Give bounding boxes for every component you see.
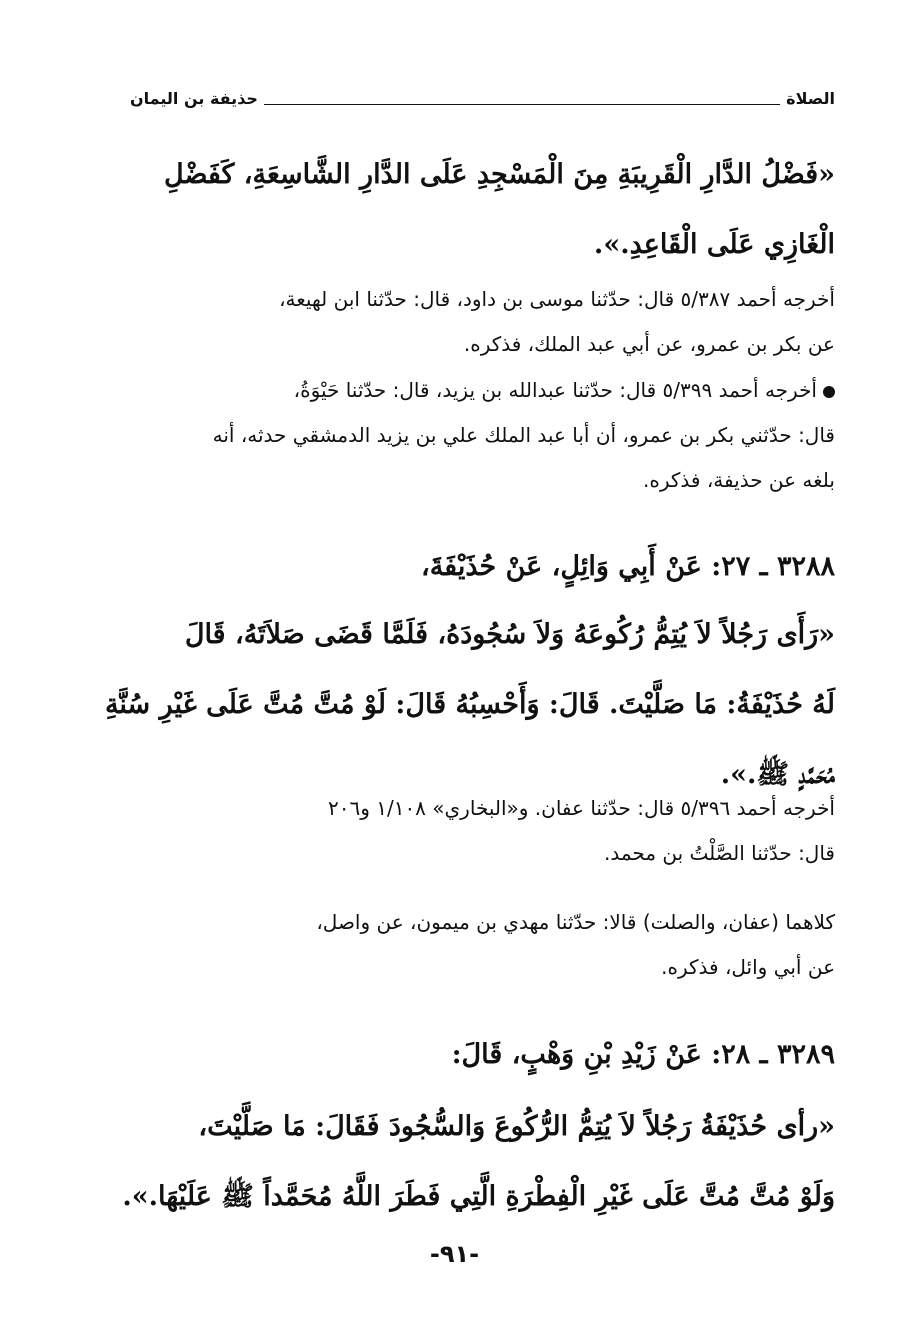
hadith-text: [104, 600, 835, 810]
takhrij-note: [130, 900, 835, 990]
takhrij-note: [130, 368, 835, 503]
hadith-line: لَهُ حُذَيْفَةُ: مَا صَلَّيْتَ. قَالَ: وَأَحْسِبُهُ قَالَ: لَوْ مُتَّ مُتَّ عَلَى غَيْرِ سُنَّةِ: [104, 689, 835, 720]
hadith-heading: ٣٢٨٨ ـ ٢٧: عَنْ أَبِي وَائِلٍ، عَنْ حُذَيْفَةَ،: [420, 551, 835, 582]
hadith-text-continued: [130, 140, 835, 280]
takhrij-note: [130, 277, 835, 367]
note-line: قال: حدّثني بكر بن عمرو، أن أبا عبد الملك علي بن يزيد الدمشقي حدثه، أنه: [212, 423, 835, 447]
note-line: قال: حدّثنا الصَّلْتُ بن محمد.: [604, 841, 835, 865]
page-number: -٩١-: [429, 1240, 480, 1268]
hadith-line: مُحَمَّدٍ ﷺ.».: [720, 759, 835, 790]
takhrij-note: [130, 786, 835, 876]
hadith-line: وَلَوْ مُتَّ مُتَّ عَلَى غَيْرِ الْفِطْرَةِ الَّتِي فَطَرَ اللَّهُ مُحَمَّداً ﷺ عَلَيْهَا.».: [122, 1181, 835, 1212]
running-header: [130, 86, 835, 112]
hadith-line: «رَأَى رَجُلاً لاَ يُتِمُّ رُكُوعَهُ وَلاَ سُجُودَهُ، فَلَمَّا قَضَى صَلاَتَهُ، قَالَ: [184, 619, 835, 650]
hadith-line: الْغَازِي عَلَى الْقَاعِدِ.».: [593, 229, 835, 260]
note-line: أخرجه أحمد ٥/٣٩٦ قال: حدّثنا عفان. و«البخاري» ١/١٠٨ و٢٠٦: [327, 796, 835, 820]
note-line: أخرجه أحمد ٥/٣٩٩ قال: حدّثنا عبدالله بن يزيد، قال: حدّثنا حَيْوَةُ،: [130, 368, 835, 413]
note-line: أخرجه أحمد ٥/٣٨٧ قال: حدّثنا موسى بن داود، قال: حدّثنا ابن لهيعة،: [279, 287, 835, 311]
hadith-line: «رأى حُذَيْفَةُ رَجُلاً لاَ يُتِمُّ الرُّكُوعَ وَالسُّجُودَ فَقَالَ: مَا صَلَّيْتَ،: [198, 1111, 835, 1142]
note-line: عن أبي وائل، فذكره.: [661, 955, 835, 979]
hadith-text: [122, 1092, 835, 1232]
note-line: عن بكر بن عمرو، عن أبي عبد الملك، فذكره.: [463, 332, 835, 356]
header-chapter: الصلاة: [786, 89, 835, 108]
hadith-line: «فَضْلُ الدَّارِ الْقَرِيبَةِ مِنَ الْمَسْجِدِ عَلَى الدَّارِ الشَّاسِعَةِ، كَفَضْلِ: [164, 159, 835, 190]
bullet-icon: [823, 386, 835, 398]
note-line: كلاهما (عفان، والصلت) قالا: حدّثنا مهدي بن ميمون، عن واصل،: [316, 910, 835, 934]
hadith-heading: ٣٢٨٩ ـ ٢٨: عَنْ زَيْدِ بْنِ وَهْبٍ، قَالَ:: [451, 1039, 835, 1070]
header-rule: [264, 104, 780, 105]
note-line: بلغه عن حذيفة، فذكره.: [643, 468, 835, 492]
header-companion: حذيفة بن اليمان: [130, 89, 258, 108]
